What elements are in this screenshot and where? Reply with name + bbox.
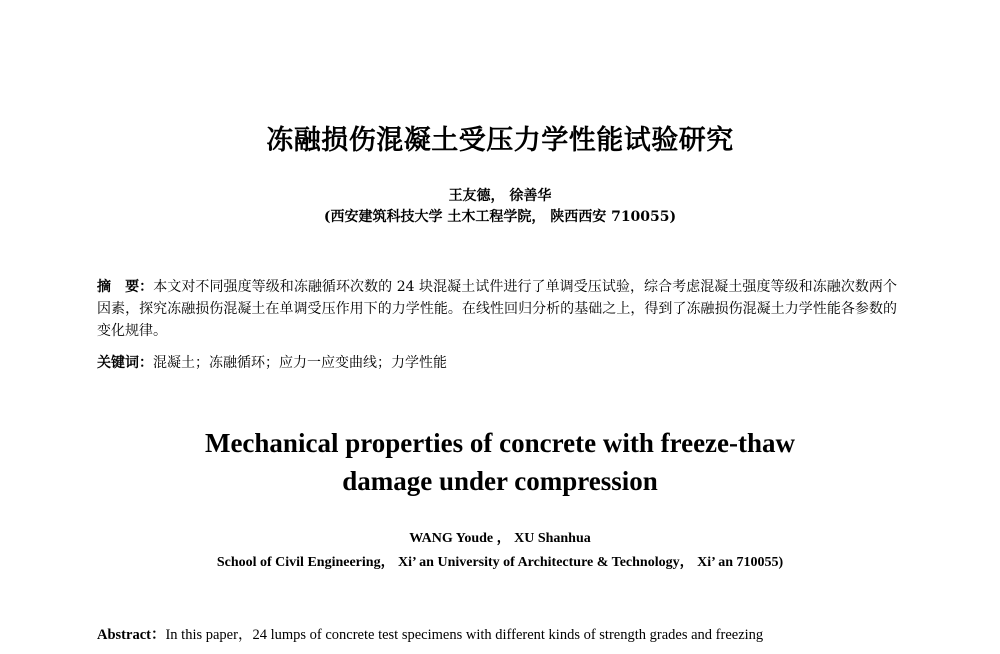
english-title-line-2: damage under compression [342,466,658,496]
chinese-title: 冻融损伤混凝土受压力学性能试验研究 [266,125,734,156]
english-authors: WANG Youde ， XU Shanhua [409,531,591,546]
english-abstract-text: In this paper，24 lumps of concrete test specimens with different kinds of strength grades and freezing [165,627,764,643]
english-abstract-label: Abstract： [97,627,166,643]
english-affiliation: School of Civil Engineering， Xi’ an University of Architecture & Technology， Xi’ an 710055) [216,555,784,570]
chinese-abstract-text: 本文对不同强度等级和冻融循环次数的 24 块混凝土试件进行了单调受压试验，综合考虑混凝土强度等级和冻融次数两个因素，探究冻融损伤混凝土在单调受压作用下的力学性能。在线性回归分析的基础之上，得到了冻融损伤混凝土力学性能各参数的变化规律。 [97,279,897,339]
chinese-abstract-label: 摘 要： [97,279,154,295]
chinese-abstract [97,276,897,342]
chinese-keywords-label: 关键词： [97,355,153,371]
english-abstract [97,623,897,647]
english-title [0,424,1000,500]
chinese-keywords-text: 混凝土；冻融循环；应力一应变曲线；力学性能 [153,355,447,371]
chinese-authors: 王友德， 徐善华 [448,188,552,204]
english-title-line-1: Mechanical properties of concrete with freeze-thaw [204,428,796,458]
chinese-affiliation: (西安建筑科技大学 土木工程学院， 陕西西安 710055) [323,209,677,225]
chinese-keywords [97,352,897,374]
